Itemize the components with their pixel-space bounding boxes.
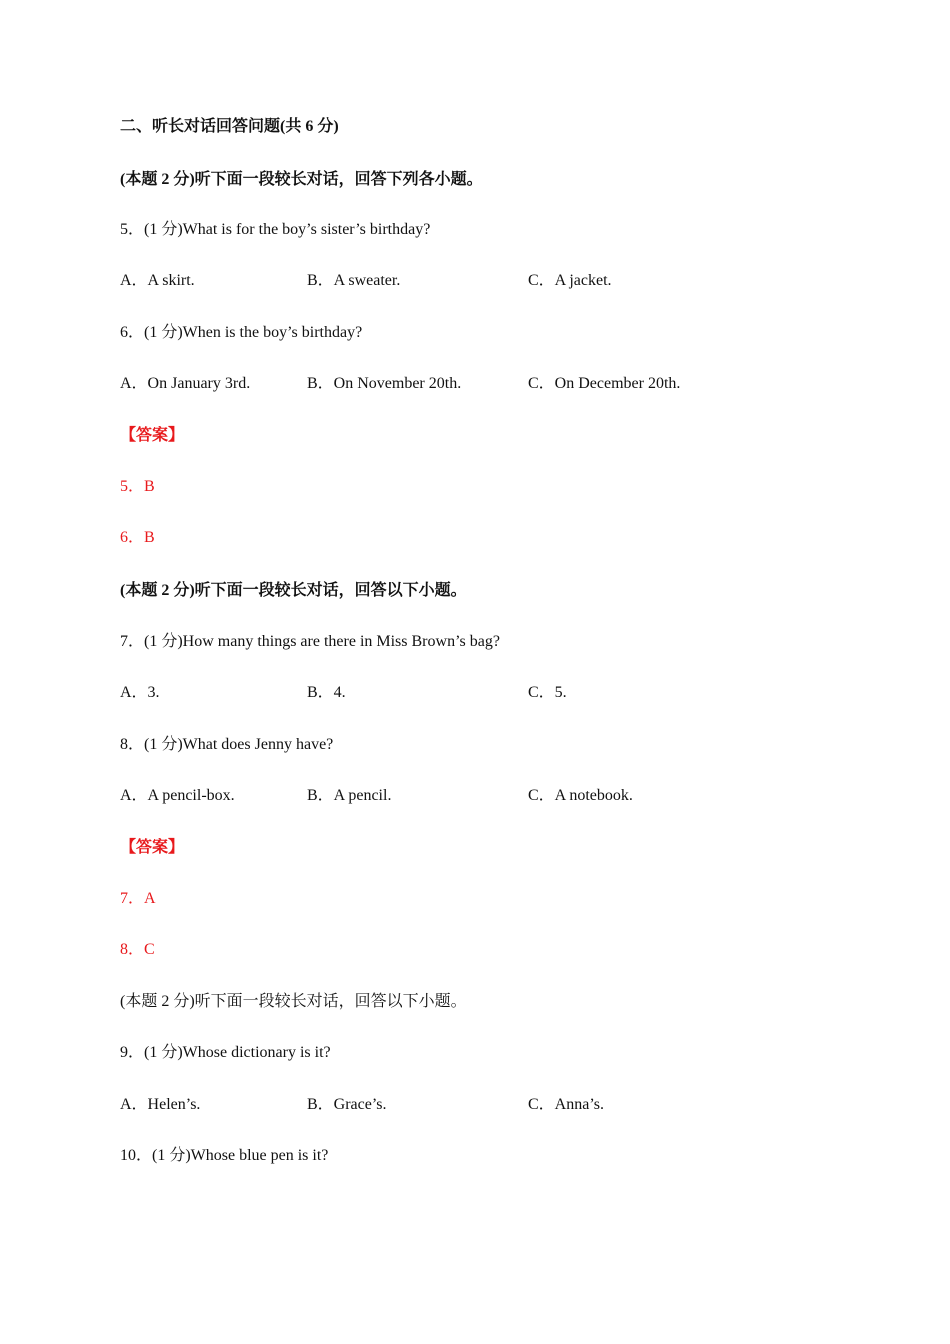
question-5-option-b: B．A sweater. [307, 272, 401, 289]
group-2-intro: (本题 2 分)听下面一段较长对话，回答以下小题。 [120, 582, 467, 599]
question-6-option-a: A．On January 3rd. [120, 375, 251, 392]
question-8-option-c: C．A notebook. [528, 787, 633, 804]
question-7-option-b: B．4. [307, 684, 346, 701]
question-9-option-c: C．Anna’s. [528, 1096, 605, 1113]
question-5-option-a: A．A skirt. [120, 272, 195, 289]
question-9-stem: 9．(1 分)Whose dictionary is it? [120, 1044, 331, 1061]
section-title: 二、听长对话回答问题(共 6 分) [120, 118, 339, 135]
question-7-stem: 7．(1 分)How many things are there in Miss Brown’s bag? [120, 633, 500, 650]
answer-label-1: 【答案】 [120, 427, 185, 444]
answer-label-2: 【答案】 [120, 839, 185, 856]
question-5-stem: 5．(1 分)What is for the boy’s sister’s birthday? [120, 221, 431, 238]
question-7-option-c: C．5. [528, 684, 567, 701]
question-10-stem: 10．(1 分)Whose blue pen is it? [120, 1147, 329, 1164]
question-9-option-b: B．Grace’s. [307, 1096, 387, 1113]
question-6-option-b: B．On November 20th. [307, 375, 462, 392]
question-8-stem: 8．(1 分)What does Jenny have? [120, 736, 334, 753]
question-5-option-c: C．A jacket. [528, 272, 612, 289]
answer-5: 5．B [120, 478, 155, 495]
question-9-option-a: A．Helen’s. [120, 1096, 201, 1113]
group-3-intro: (本题 2 分)听下面一段较长对话，回答以下小题。 [120, 993, 467, 1010]
question-6-stem: 6．(1 分)When is the boy’s birthday? [120, 324, 363, 341]
question-8-option-a: A．A pencil-box. [120, 787, 235, 804]
answer-8: 8．C [120, 941, 155, 958]
question-8-option-b: B．A pencil. [307, 787, 392, 804]
question-7-option-a: A．3. [120, 684, 160, 701]
answer-7: 7．A [120, 890, 156, 907]
group-1-intro: (本题 2 分)听下面一段较长对话，回答下列各小题。 [120, 171, 483, 188]
question-6-option-c: C．On December 20th. [528, 375, 681, 392]
answer-6: 6．B [120, 529, 155, 546]
